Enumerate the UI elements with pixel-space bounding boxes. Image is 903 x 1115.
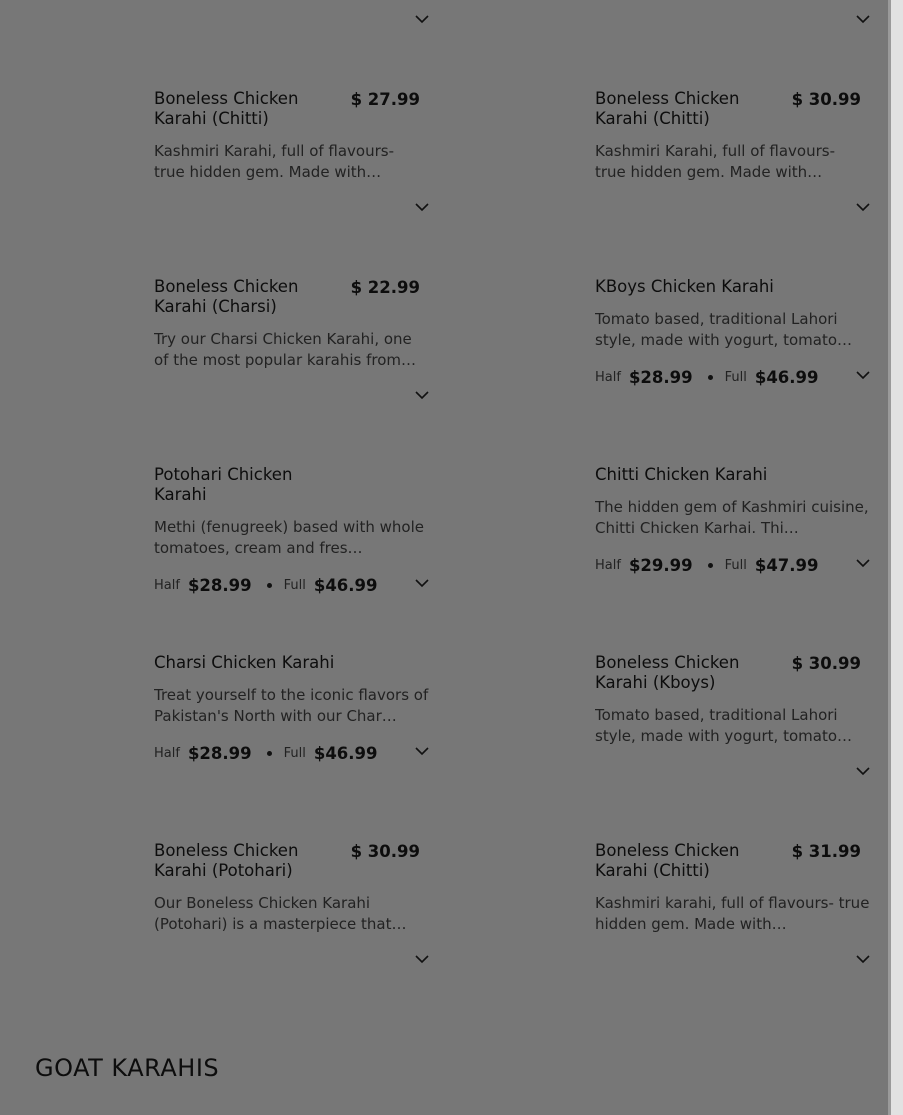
chevron-down-icon[interactable] bbox=[856, 370, 870, 380]
variant-price: $28.99 bbox=[628, 368, 693, 387]
item-description: Treat yourself to the iconic flavors of Pakistan's North with our Char… bbox=[154, 686, 429, 725]
item-price: $ 27.99 bbox=[350, 90, 420, 109]
variant-label: Half bbox=[595, 558, 621, 573]
chevron-down-icon[interactable] bbox=[415, 578, 429, 588]
variant-price: $28.99 bbox=[187, 576, 252, 595]
variant-label: Full bbox=[724, 558, 747, 573]
item-description: Kashmiri Karahi, full of flavours- true hidden gem. Made with… bbox=[154, 142, 395, 181]
variant-label: Half bbox=[154, 578, 180, 593]
menu-item-card[interactable] bbox=[595, 89, 875, 219]
item-description: Kashmiri Karahi, full of flavours- true hidden gem. Made with… bbox=[595, 142, 836, 181]
item-price: $ 22.99 bbox=[350, 278, 420, 297]
variant-label: Full bbox=[283, 746, 306, 761]
chevron-down-icon[interactable] bbox=[415, 746, 429, 756]
scrollbar-edge bbox=[888, 0, 891, 1115]
menu-item-card[interactable] bbox=[154, 277, 434, 407]
item-description: Try our Charsi Chicken Karahi, one of the most popular karahis from… bbox=[154, 330, 417, 369]
item-description: Kashmiri karahi, full of flavours- true hidden gem. Made with… bbox=[595, 894, 870, 933]
item-price: $ 31.99 bbox=[791, 842, 861, 861]
variant-price: $46.99 bbox=[754, 368, 819, 387]
menu-item-card[interactable] bbox=[595, 277, 875, 407]
item-price: $ 30.99 bbox=[350, 842, 420, 861]
item-variants bbox=[595, 556, 819, 575]
variant-price: $28.99 bbox=[187, 744, 252, 763]
chevron-down-icon[interactable] bbox=[856, 202, 870, 212]
item-description: The hidden gem of Kashmiri cuisine, Chitti Chicken Karhai. Thi… bbox=[595, 498, 869, 537]
item-title: Potohari Chicken Karahi bbox=[154, 465, 293, 504]
menu-item-card[interactable] bbox=[595, 841, 875, 971]
chevron-down-icon[interactable] bbox=[856, 14, 870, 24]
item-description: Tomato based, traditional Lahori style, made with yogurt, tomato… bbox=[595, 310, 853, 349]
item-price: $ 30.99 bbox=[791, 90, 861, 109]
variant-price: $46.99 bbox=[313, 576, 378, 595]
separator-dot bbox=[267, 583, 272, 588]
section-heading: GOAT KARAHIS bbox=[35, 1054, 220, 1082]
chevron-down-icon[interactable] bbox=[415, 954, 429, 964]
item-title: KBoys Chicken Karahi bbox=[595, 277, 774, 296]
variant-price: $46.99 bbox=[313, 744, 378, 763]
item-variants bbox=[595, 368, 819, 387]
item-title: Boneless Chicken Karahi (Chitti) bbox=[154, 89, 299, 128]
item-title: Boneless Chicken Karahi (Charsi) bbox=[154, 277, 299, 316]
variant-label: Half bbox=[154, 746, 180, 761]
chevron-down-icon[interactable] bbox=[856, 558, 870, 568]
variant-price: $29.99 bbox=[628, 556, 693, 575]
variant-label: Full bbox=[724, 370, 747, 385]
variant-label: Half bbox=[595, 370, 621, 385]
variant-label: Full bbox=[283, 578, 306, 593]
item-variants bbox=[154, 744, 378, 763]
menu-item-card[interactable] bbox=[154, 841, 434, 971]
item-description: Methi (fenugreek) based with whole tomatoes, cream and fres… bbox=[154, 518, 424, 557]
item-title: Boneless Chicken Karahi (Chitti) bbox=[595, 841, 740, 880]
chevron-down-icon[interactable] bbox=[856, 954, 870, 964]
separator-dot bbox=[708, 375, 713, 380]
chevron-down-icon[interactable] bbox=[415, 202, 429, 212]
item-price: $ 30.99 bbox=[791, 654, 861, 673]
menu-item-card[interactable] bbox=[595, 653, 875, 783]
item-variants bbox=[154, 576, 378, 595]
item-title: Chitti Chicken Karahi bbox=[595, 465, 768, 484]
menu-item-card[interactable] bbox=[154, 653, 434, 783]
menu-item-card[interactable] bbox=[154, 89, 434, 219]
item-description: Tomato based, traditional Lahori style, made with yogurt, tomato… bbox=[595, 706, 853, 745]
item-title: Boneless Chicken Karahi (Kboys) bbox=[595, 653, 740, 692]
item-description: Our Boneless Chicken Karahi (Potohari) is a masterpiece that… bbox=[154, 894, 407, 933]
separator-dot bbox=[708, 563, 713, 568]
item-title: Boneless Chicken Karahi (Potohari) bbox=[154, 841, 299, 880]
menu-item-card[interactable] bbox=[154, 465, 434, 595]
chevron-down-icon[interactable] bbox=[856, 766, 870, 776]
menu-item-card[interactable] bbox=[595, 465, 875, 595]
chevron-down-icon[interactable] bbox=[415, 390, 429, 400]
chevron-down-icon[interactable] bbox=[415, 14, 429, 24]
item-title: Boneless Chicken Karahi (Chitti) bbox=[595, 89, 740, 128]
separator-dot bbox=[267, 751, 272, 756]
variant-price: $47.99 bbox=[754, 556, 819, 575]
item-title: Charsi Chicken Karahi bbox=[154, 653, 335, 672]
